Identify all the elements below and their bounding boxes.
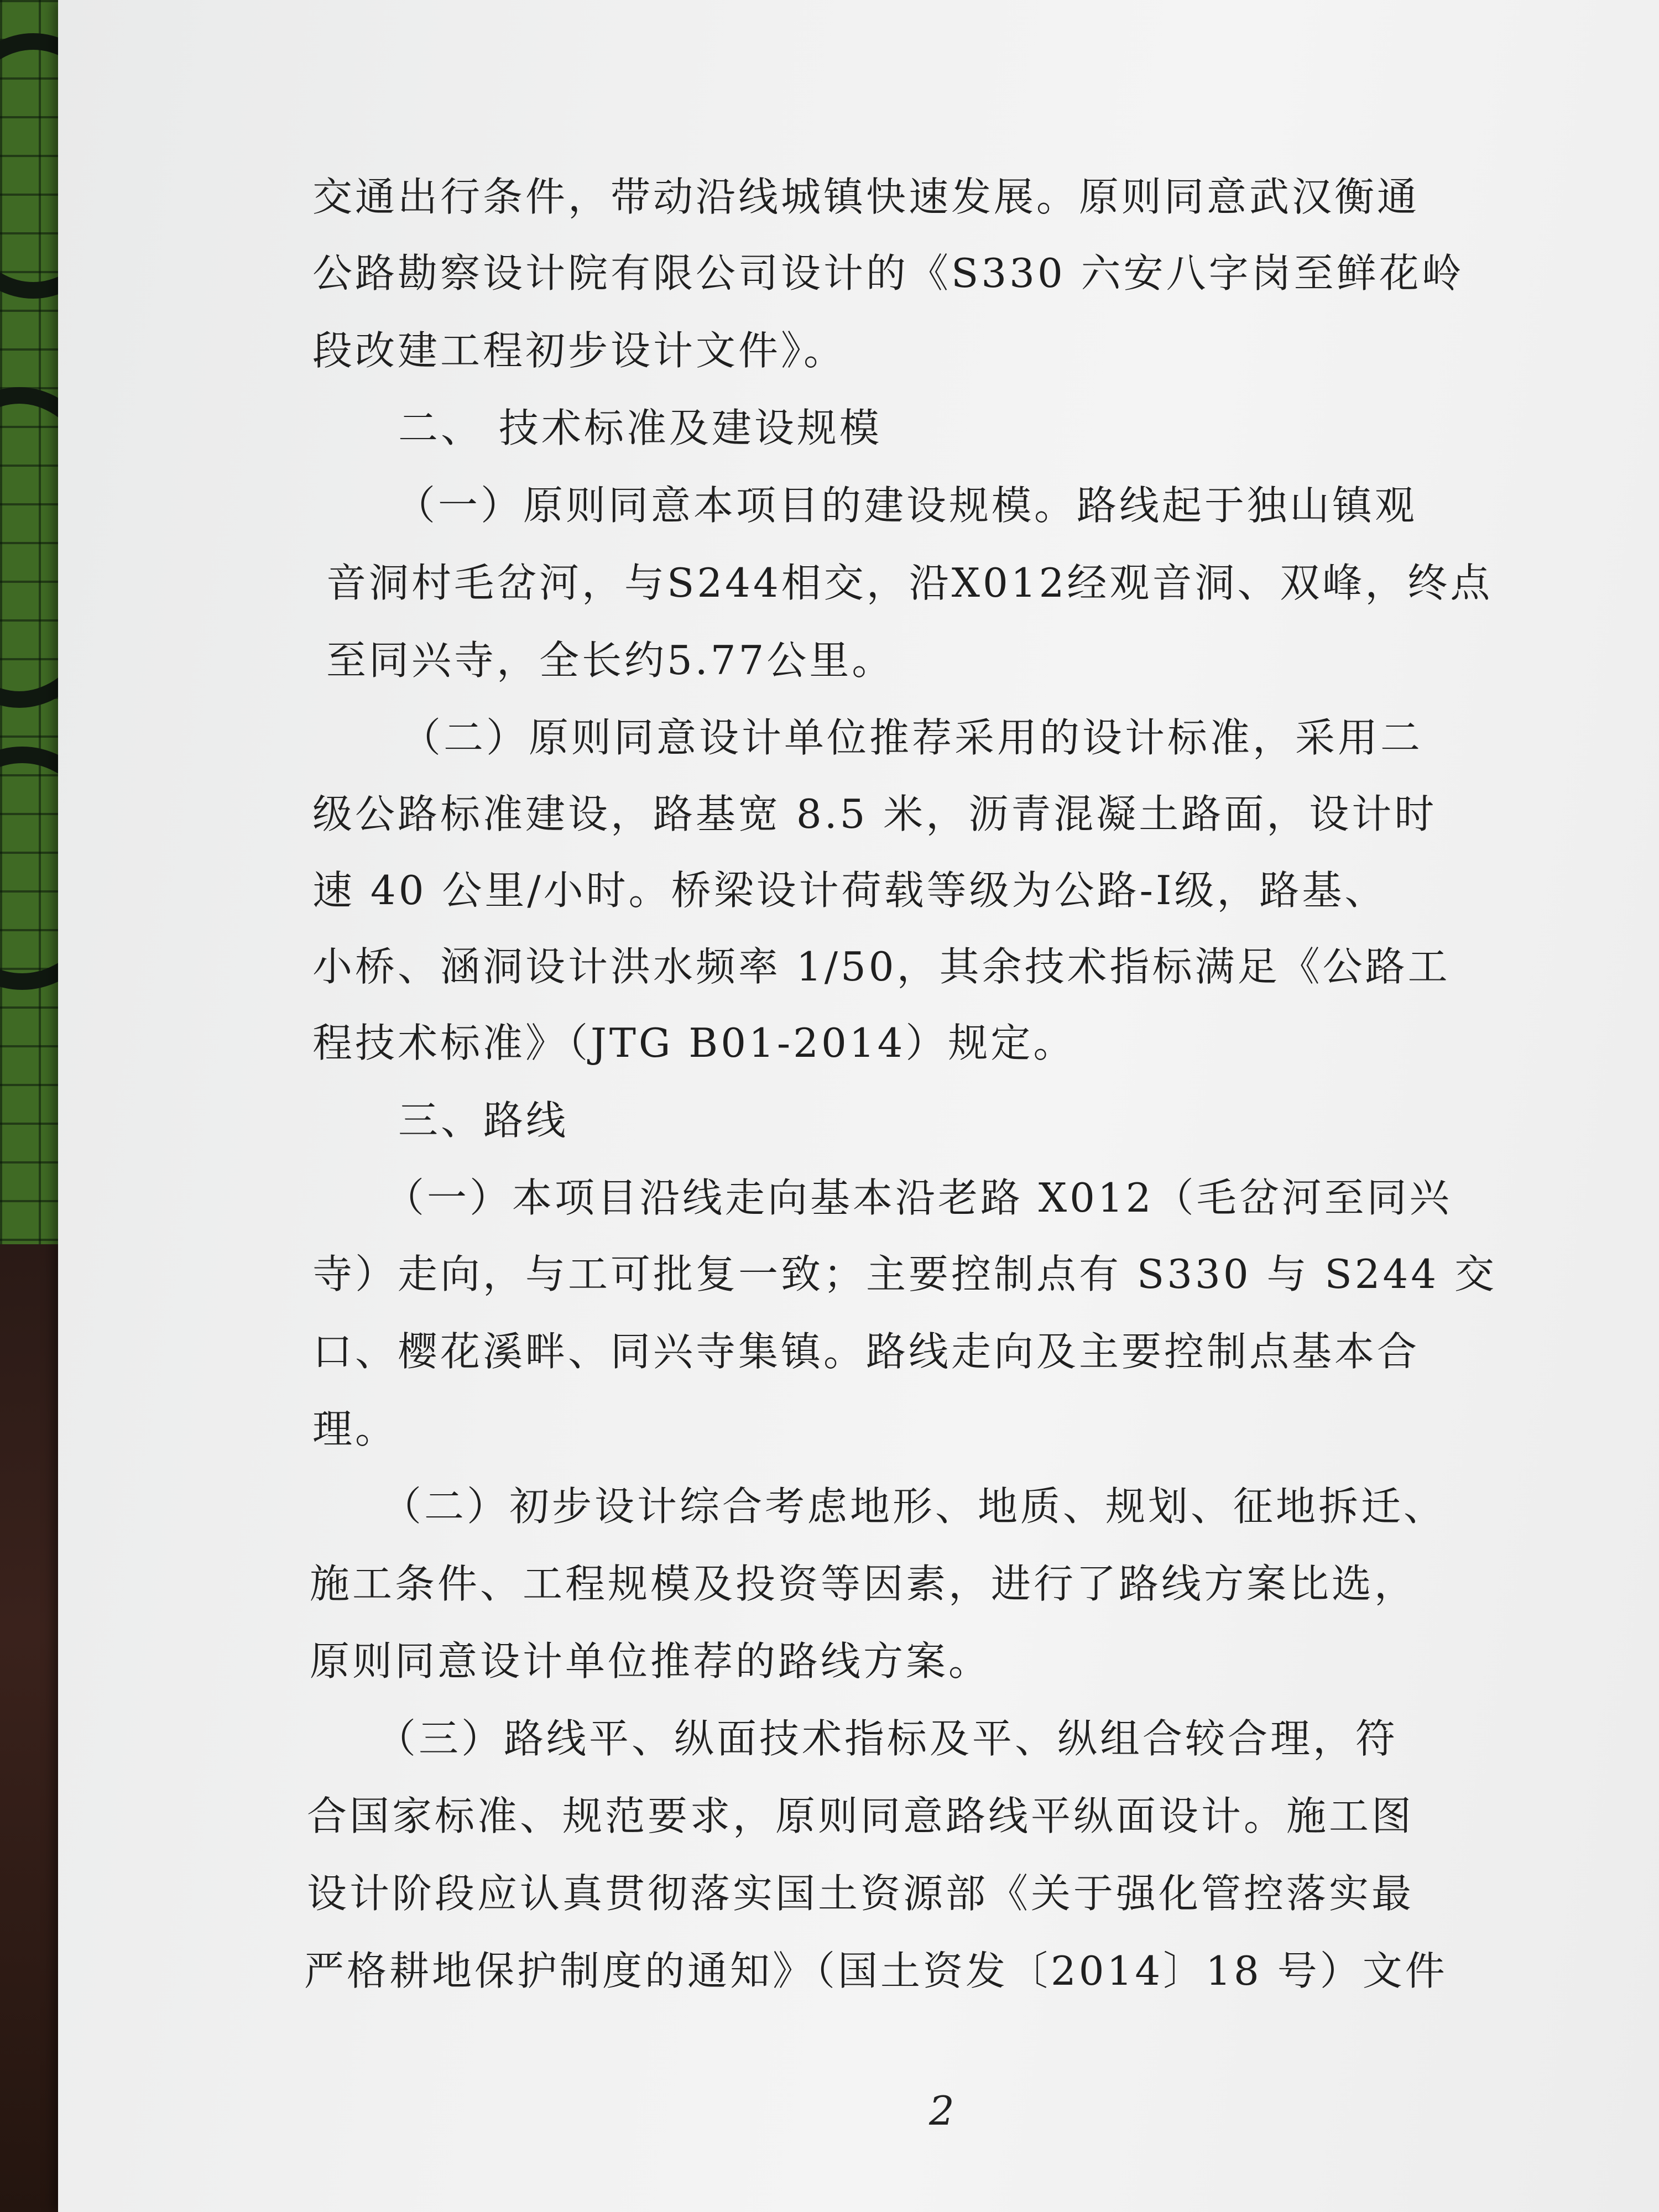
text-line: 口、樱花溪畔、同兴寺集镇。路线走向及主要控制点基本合 <box>312 1328 1420 1375</box>
text-line: 严格耕地保护制度的通知》（国土资发〔2014〕18 号）文件 <box>304 1948 1448 1994</box>
text-line: 施工条件、工程规模及投资等因素，进行了路线方案比选， <box>310 1561 1417 1607</box>
document-page <box>58 0 1659 2212</box>
section-heading: 二、 技术标准及建设规模 <box>398 405 882 451</box>
text-line: 音洞村毛岔河，与S244相交，沿X012经观音洞、双峰，终点 <box>326 560 1493 606</box>
text-line: （一）本项目沿线走向基本沿老路 X012（毛岔河至同兴 <box>384 1175 1452 1221</box>
text-line: 交通出行条件，带动沿线城镇快速发展。原则同意武汉衡通 <box>312 174 1420 220</box>
text-line: 原则同意设计单位推荐的路线方案。 <box>310 1638 992 1684</box>
text-line: 设计阶段应认真贯彻落实国土资源部《关于强化管控落实最 <box>307 1870 1415 1917</box>
text-line: 寺）走向，与工可批复一致；主要控制点有 S330 与 S244 交 <box>312 1251 1498 1297</box>
text-line: 小桥、涵洞设计洪水频率 1/50，其余技术指标满足《公路工 <box>312 943 1451 990</box>
text-line: （一）原则同意本项目的建设规模。路线起于独山镇观 <box>395 482 1418 529</box>
text-line: 速 40 公里/小时。桥梁设计荷载等级为公路-Ⅰ级，路基、 <box>312 867 1387 914</box>
text-line: 合国家标准、规范要求，原则同意路线平纵面设计。施工图 <box>307 1793 1415 1839</box>
text-line: 理。 <box>312 1406 398 1452</box>
text-line: 至同兴寺，全长约5.77公里。 <box>326 637 895 684</box>
text-line: （二）初步设计综合考虑地形、地质、规划、征地拆迁、 <box>382 1483 1447 1530</box>
text-line: （二）原则同意设计单位推荐采用的设计标准，采用二 <box>401 714 1423 761</box>
text-line: 公路勘察设计院有限公司设计的《S330 六安八字岗至鲜花岭 <box>312 250 1464 296</box>
section-heading: 三、路线 <box>398 1097 569 1144</box>
text-line: 程技术标准》（JTG B01-2014）规定。 <box>312 1020 1076 1066</box>
text-line: 级公路标准建设，路基宽 8.5 米，沥青混凝土路面，设计时 <box>312 791 1437 837</box>
text-line: （三）路线平、纵面技术指标及平、纵组合较合理，符 <box>376 1715 1399 1762</box>
page-number: 2 <box>929 2088 954 2134</box>
text-line: 段改建工程初步设计文件》。 <box>312 327 847 374</box>
